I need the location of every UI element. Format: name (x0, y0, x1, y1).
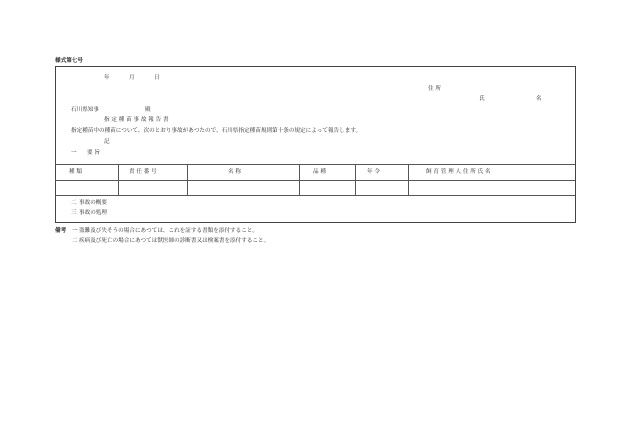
table-header-age: 年 令 (367, 169, 380, 175)
table-header-keeper: 飼 育 管 理 人 住 所 氏 名 (426, 169, 491, 175)
table-header-breed: 品 種 (313, 169, 326, 175)
date-month-label: 月 (129, 75, 135, 81)
table-header-responsibility-number: 責 任 番 号 (129, 169, 157, 175)
item-one-number: 一 (71, 150, 77, 156)
table-column-divider (408, 164, 409, 195)
note-two-number: 二 (72, 238, 78, 244)
section-heading: 記 (104, 139, 110, 145)
note-one-number: 一 (72, 228, 78, 234)
date-day-label: 日 (154, 75, 160, 81)
table-column-divider (355, 164, 356, 195)
document-title: 指 定 種 苗 事 故 報 告 書 (104, 117, 169, 123)
note-two-text: 疾病及び死亡の場合にあつては獣医師の診断書又は検案書を添付すること。 (79, 238, 270, 244)
table-header-type: 種 類 (69, 169, 82, 175)
table-column-divider (118, 164, 119, 195)
addressee-name: 石川県知事 (71, 107, 99, 113)
notes-label: 備考 (55, 228, 67, 234)
table-header-name: 名 称 (228, 169, 241, 175)
table-header-divider (55, 180, 575, 181)
item-three-label: 事故の処理 (79, 210, 107, 216)
form-box (55, 66, 576, 223)
table-column-divider (299, 164, 300, 195)
body-text: 指定種苗中の種苗について、次のとおり事故があつたので、石川県指定種苗規則第十条の規定によって報告します。 (71, 128, 362, 134)
date-year-label: 年 (104, 75, 110, 81)
addressee-honorific: 殿 (145, 107, 151, 113)
note-one-text: 盗難及び失そうの場合にあつては、これを証する書類を添付すること。 (79, 228, 259, 234)
item-one-label: 要 旨 (87, 150, 100, 156)
table-column-divider (187, 164, 188, 195)
table-bottom-border (55, 195, 575, 196)
item-two-label: 事故の概要 (79, 200, 107, 206)
form-number: 様式第七号 (55, 58, 83, 64)
item-three-number: 三 (71, 210, 77, 216)
reporter-name-suffix: 名 (536, 96, 542, 102)
reporter-address-label: 住 所 (428, 86, 441, 92)
table-top-border (55, 164, 575, 165)
item-two-number: 二 (71, 200, 77, 206)
reporter-name-label: 氏 (479, 96, 485, 102)
